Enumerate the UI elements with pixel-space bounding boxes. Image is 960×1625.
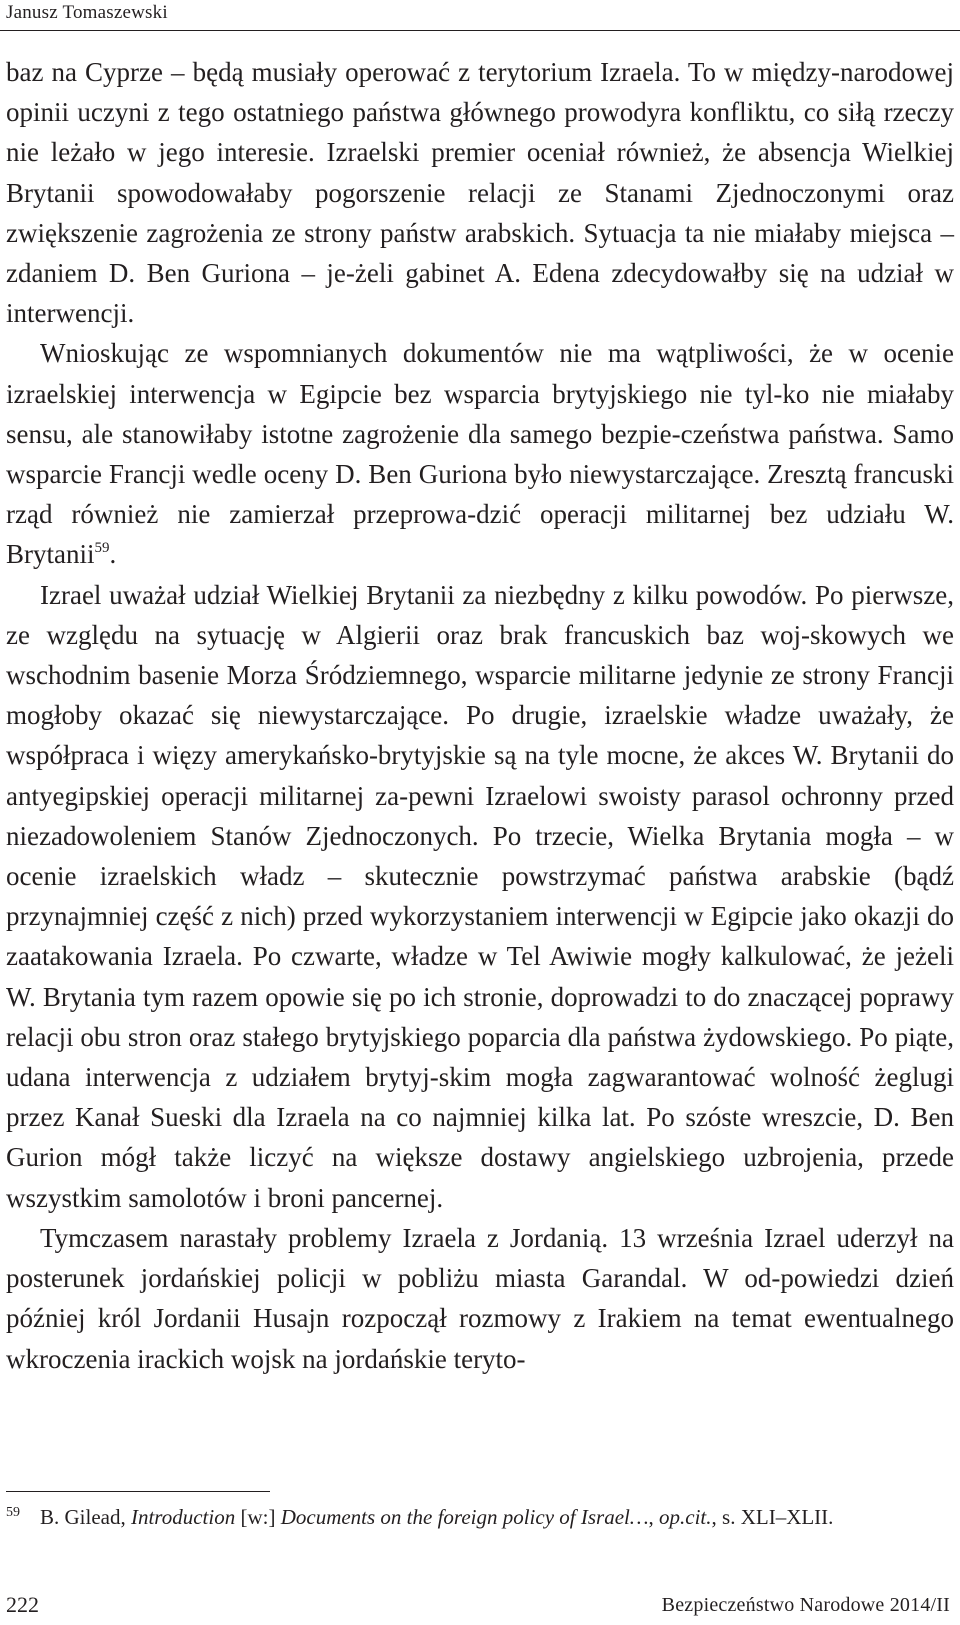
footnote-title: Introduction <box>130 1505 236 1529</box>
footnote-separator: , <box>648 1505 654 1529</box>
paragraph-2 <box>6 333 954 574</box>
paragraph-2-end: . <box>109 539 117 570</box>
footnote-rule <box>6 1491 270 1492</box>
paragraph-1: baz na Cyprze – będą musiały operować z terytorium Izraela. To w między-narodowej opinii uczyni z tego ostatniego państwa głównego prowodyra konfliktu, co siłą rzeczy nie leżało w jego interesie. Izraelski premier oceniał również, że absencja Wielkiej Brytanii spowodowałaby pogorszenie relacji ze Stanami Zjednoczonymi oraz zwiększenie zagrożenia ze strony państw arabskich. Sytuacja ta nie miałaby miejsca – zdaniem D. Ben Guriona – je-żeli gabinet A. Edena zdecydowałby się na udział w interwencji. <box>6 57 954 329</box>
journal-name: Bezpieczeństwo Narodowe 2014/II <box>661 1594 950 1616</box>
footnote-reference[interactable]: 59 <box>94 540 110 557</box>
paragraph-4: Tymczasem narastały problemy Izraela z Jordanią. 13 września Izrael uderzył na posterunek jordańskiej policji w pobliżu miasta Garandal. W od-powiedzi dzień później król Jordanii Husajn rozpoczął rozmowy z Irakiem na temat ewentualnego wkroczenia irackich wojsk na jordańskie teryto- <box>6 1222 954 1374</box>
footnote: 59 B. Gilead, Introduction [w:] Documents on the foreign policy of Israel…, op.cit., s. XLI–XLII. <box>6 1505 834 1529</box>
header-rule <box>0 30 960 31</box>
footnote-pages: , s. XLI–XLII. <box>711 1505 834 1529</box>
page-number: 222 <box>6 1592 39 1617</box>
footnote-source: Documents on the foreign policy of Israel… <box>280 1505 649 1529</box>
footnote-opcit: op.cit. <box>659 1505 712 1529</box>
footnote-author: B. Gilead, <box>40 1505 126 1529</box>
paragraph-2-text: Wnioskując ze wspomnianych dokumentów nie ma wątpliwości, że w ocenie izraelskiej interwencja w Egipcie bez wsparcia brytyjskiego nie tyl-ko nie miałaby sensu, ale stanowiłaby istotne zagrożenie dla samego bezpie-czeństwa państwa. Samo wsparcie Francji wedle oceny D. Ben Guriona było niewystarczające. Zresztą francuski rząd również nie zamierzał przeprowa-dzić operacji militarnej bez udziału W. Brytanii <box>6 338 954 570</box>
paragraph-3: Izrael uważał udział Wielkiej Brytanii za niezbędny z kilku powodów. Po pierwsze, ze względu na sytuację w Algierii oraz brak francuskich baz woj-skowych we wschodnim basenie Morza Śródziemnego, wsparcie militarne jedynie ze strony Francji mogłoby okazać się niewystarczające. Po drugie, izraelskie władze uważały, że współpraca i więzy amerykańsko-brytyjskie są na tyle mocne, że akces W. Brytanii do antyegipskiej operacji militarnej za-pewni Izraelowi swoisty parasol ochronny przed niezadowoleniem Stanów Zjednoczonych. Po trzecie, Wielka Brytania mogła – w ocenie izraelskich władz – skutecznie powstrzymać państwa arabskie (bądź przynajmniej część z nich) przed wykorzystaniem interwencji w Egipcie jako okazji do zaatakowania Izraela. Po czwarte, władze w Tel Awiwie mogły kalkulować, że jeżeli W. Brytania tym razem opowie się po ich stronie, doprowadzi to do znaczącej poprawy relacji obu stron oraz stałego brytyjskiego poparcia dla państwa żydowskiego. Po piąte, udana interwencja z udziałem brytyj-skim mogła zagwarantować wolność żeglugi przez Kanał Sueski dla Izraela na co najmniej kilka lat. Po szóste wreszcie, D. Ben Gurion mógł także liczyć na większe dostawy angielskiego uzbrojenia, przede wszystkim samolotów i broni pancernej. <box>6 579 954 1213</box>
main-text <box>6 52 954 1379</box>
running-head-author: Janusz Tomaszewski <box>6 2 168 23</box>
footnote-in: [w:] <box>240 1505 276 1529</box>
